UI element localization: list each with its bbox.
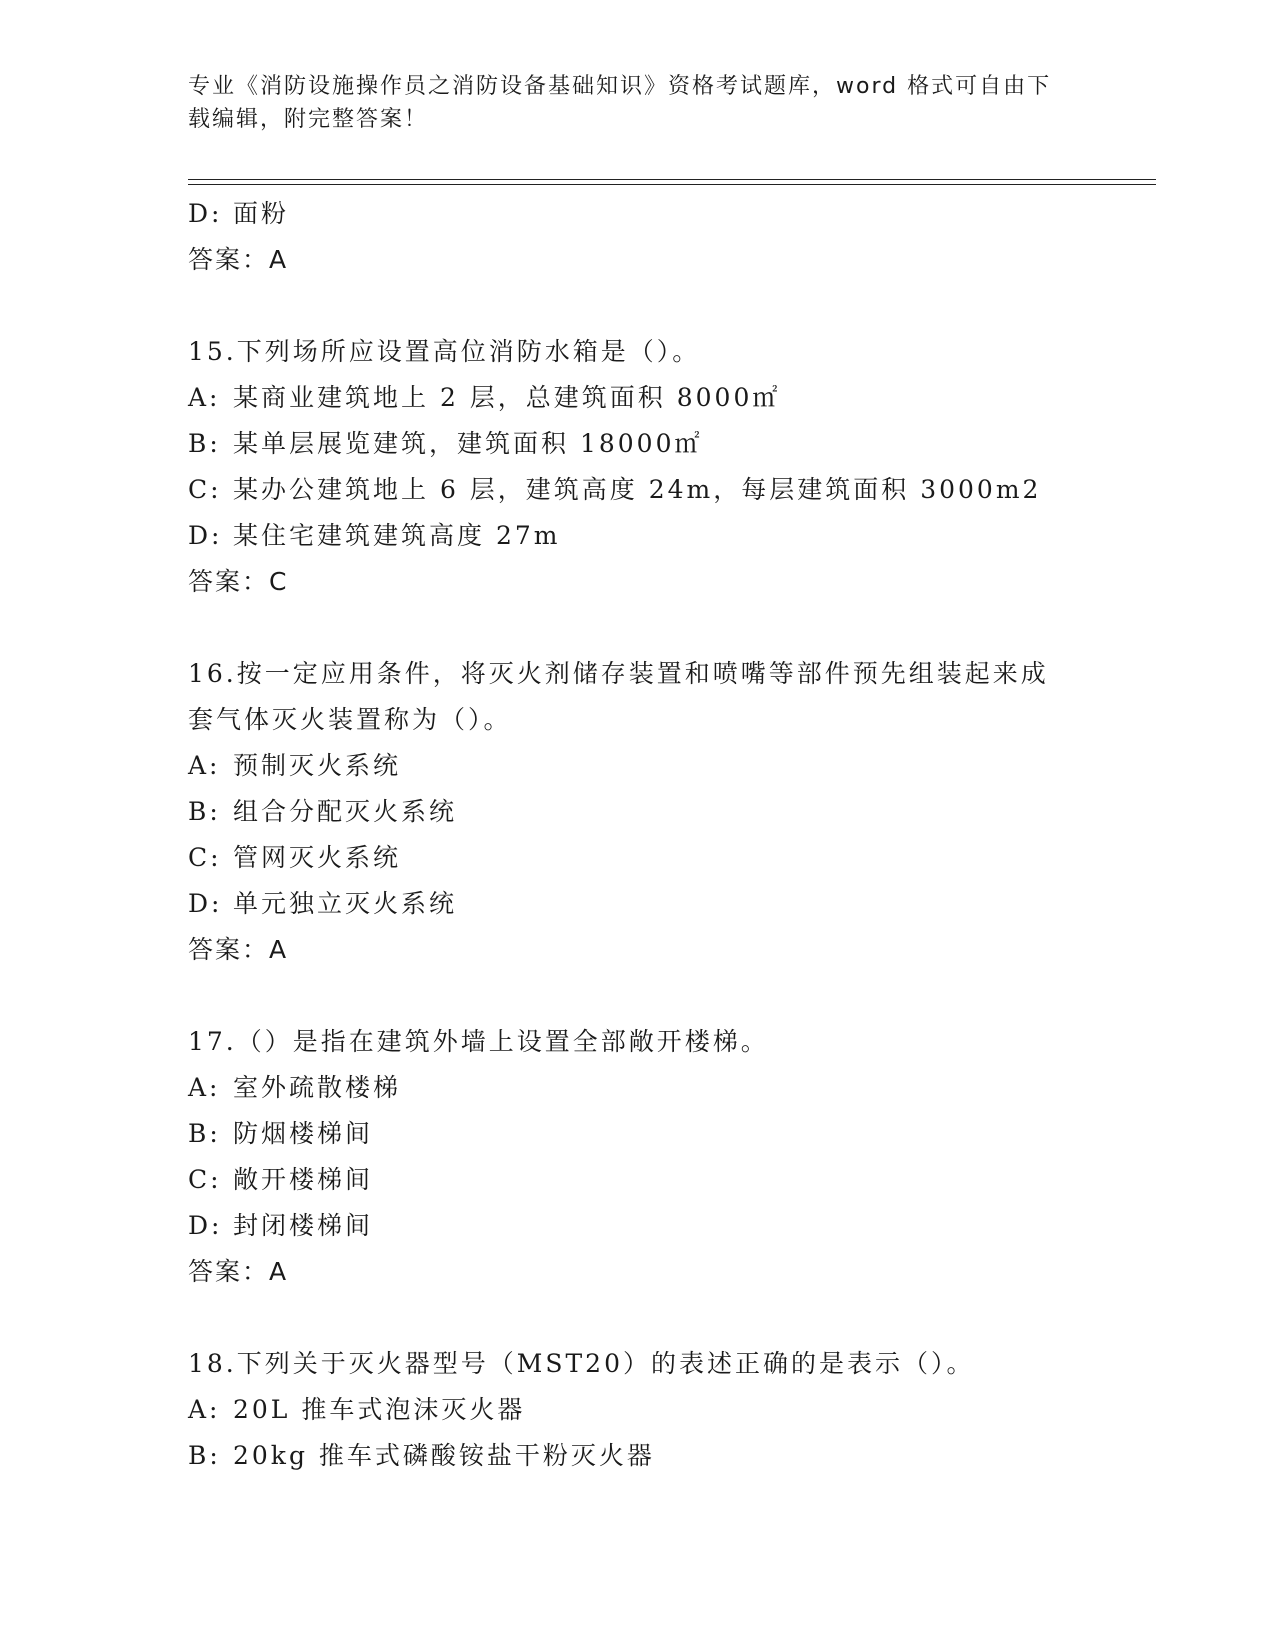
option-d xyxy=(188,881,1088,927)
header-rule-bottom xyxy=(188,184,1156,185)
option-label: B: xyxy=(188,1119,221,1148)
option-text: 某办公建筑地上 6 层，建筑高度 24m，每层建筑面积 3000m2 xyxy=(233,475,1042,504)
answer-line: 答案：A xyxy=(188,1257,289,1286)
option-text: 20kg 推车式磷酸铵盐干粉灭火器 xyxy=(233,1441,655,1470)
option-label: B: xyxy=(188,1441,221,1470)
option-d xyxy=(188,513,1088,559)
question-stem: 15.下列场所应设置高位消防水箱是（）。 xyxy=(188,337,701,366)
option-label: D: xyxy=(188,199,223,228)
spacer xyxy=(188,973,1088,1019)
option-label: D: xyxy=(188,521,223,550)
document-header: 专业《消防设施操作员之消防设备基础知识》资格考试题库，word 格式可自由下载编辑，附完整答案！ xyxy=(188,74,1052,132)
spacer xyxy=(188,1295,1088,1341)
option-label: B: xyxy=(188,429,221,458)
option-b xyxy=(188,789,1088,835)
option-d xyxy=(188,191,1088,237)
option-a xyxy=(188,1065,1088,1111)
option-text: 某住宅建筑建筑高度 27m xyxy=(233,521,561,550)
option-b xyxy=(188,421,1088,467)
answer-line: 答案：A xyxy=(188,935,289,964)
question-stem: 18.下列关于灭火器型号（MST20）的表述正确的是表示（）。 xyxy=(188,1349,975,1378)
option-a xyxy=(188,375,1088,421)
option-text: 组合分配灭火系统 xyxy=(233,797,458,826)
option-text: 某单层展览建筑，建筑面积 18000㎡ xyxy=(233,429,703,458)
option-text: 室外疏散楼梯 xyxy=(233,1073,402,1102)
option-c xyxy=(188,835,1088,881)
option-label: D: xyxy=(188,1211,223,1240)
option-text: 20L 推车式泡沫灭火器 xyxy=(233,1395,526,1424)
option-d xyxy=(188,1203,1088,1249)
question-stem: 16.按一定应用条件，将灭火剂储存装置和喷嘴等部件预先组装起来成套气体灭火装置称为（）。 xyxy=(188,659,1049,734)
option-b xyxy=(188,1433,1088,1479)
option-a xyxy=(188,743,1088,789)
option-label: A: xyxy=(188,751,221,780)
option-text: 封闭楼梯间 xyxy=(233,1211,374,1240)
option-text: 某商业建筑地上 2 层，总建筑面积 8000㎡ xyxy=(233,383,781,412)
option-text: 预制灭火系统 xyxy=(233,751,402,780)
option-c xyxy=(188,467,1088,513)
option-label: A: xyxy=(188,383,221,412)
option-text: 面粉 xyxy=(233,199,290,228)
option-label: C: xyxy=(188,1165,222,1194)
answer-line: 答案：C xyxy=(188,567,289,596)
option-a xyxy=(188,1387,1088,1433)
answer-line: 答案：A xyxy=(188,245,289,274)
option-label: B: xyxy=(188,797,221,826)
option-label: A: xyxy=(188,1073,221,1102)
option-label: C: xyxy=(188,475,222,504)
option-text: 单元独立灭火系统 xyxy=(233,889,458,918)
option-label: C: xyxy=(188,843,222,872)
option-b xyxy=(188,1111,1088,1157)
spacer xyxy=(188,605,1088,651)
header-rule-top xyxy=(188,179,1156,180)
option-c xyxy=(188,1157,1088,1203)
option-label: A: xyxy=(188,1395,221,1424)
option-text: 防烟楼梯间 xyxy=(233,1119,374,1148)
question-stem: 17.（）是指在建筑外墙上设置全部敞开楼梯。 xyxy=(188,1027,769,1056)
option-text: 管网灭火系统 xyxy=(233,843,402,872)
question-content xyxy=(188,191,1088,1479)
spacer xyxy=(188,283,1088,329)
option-label: D: xyxy=(188,889,223,918)
option-text: 敞开楼梯间 xyxy=(233,1165,374,1194)
